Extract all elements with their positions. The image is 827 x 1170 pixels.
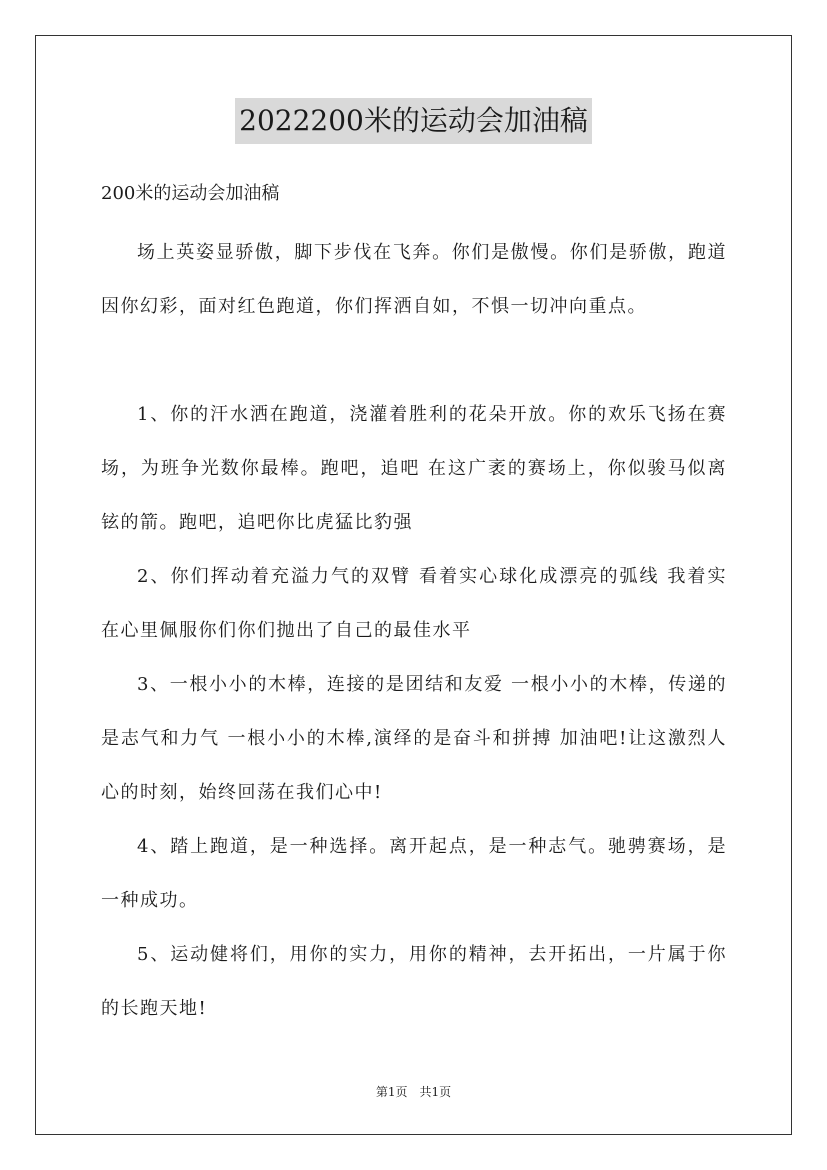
document-body <box>101 226 727 1036</box>
title-container <box>0 98 827 144</box>
page-number: 第1页 <box>375 1085 408 1099</box>
page-total: 共1页 <box>419 1085 452 1099</box>
document-title: 2022200米的运动会加油稿 <box>235 98 592 144</box>
document-subtitle: 200米的运动会加油稿 <box>101 183 280 204</box>
paragraph-4: 4、踏上跑道，是一种选择。离开起点，是一种志气。驰骋赛场，是一种成功。 <box>101 836 727 911</box>
paragraph-spacer <box>101 334 727 388</box>
paragraph-5: 5、运动健将们，用你的实力，用你的精神，去开拓出，一片属于你的长跑天地! <box>101 944 727 1019</box>
paragraph-2: 2、你们挥动着充溢力气的双臂 看着实心球化成漂亮的弧线 我着实在心里佩服你们你们抛出了自己的最佳水平 <box>101 566 727 641</box>
paragraph-1: 1、你的汗水洒在跑道，浇灌着胜利的花朵开放。你的欢乐飞扬在赛场，为班争光数你最棒。跑吧，追吧 在这广袤的赛场上，你似骏马似离铉的箭。跑吧，追吧你比虎猛比豹强 <box>101 404 727 533</box>
page-footer <box>0 1082 827 1102</box>
paragraph-intro: 场上英姿显骄傲，脚下步伐在飞奔。你们是傲慢。你们是骄傲，跑道因你幻彩，面对红色跑道，你们挥洒自如，不惧一切冲向重点。 <box>101 242 727 317</box>
paragraph-3: 3、一根小小的木棒，连接的是团结和友爱 一根小小的木棒，传递的是志气和力气 一根小小的木棒,演绎的是奋斗和拼搏 加油吧!让这激烈人心的时刻，始终回荡在我们心中! <box>101 674 727 803</box>
